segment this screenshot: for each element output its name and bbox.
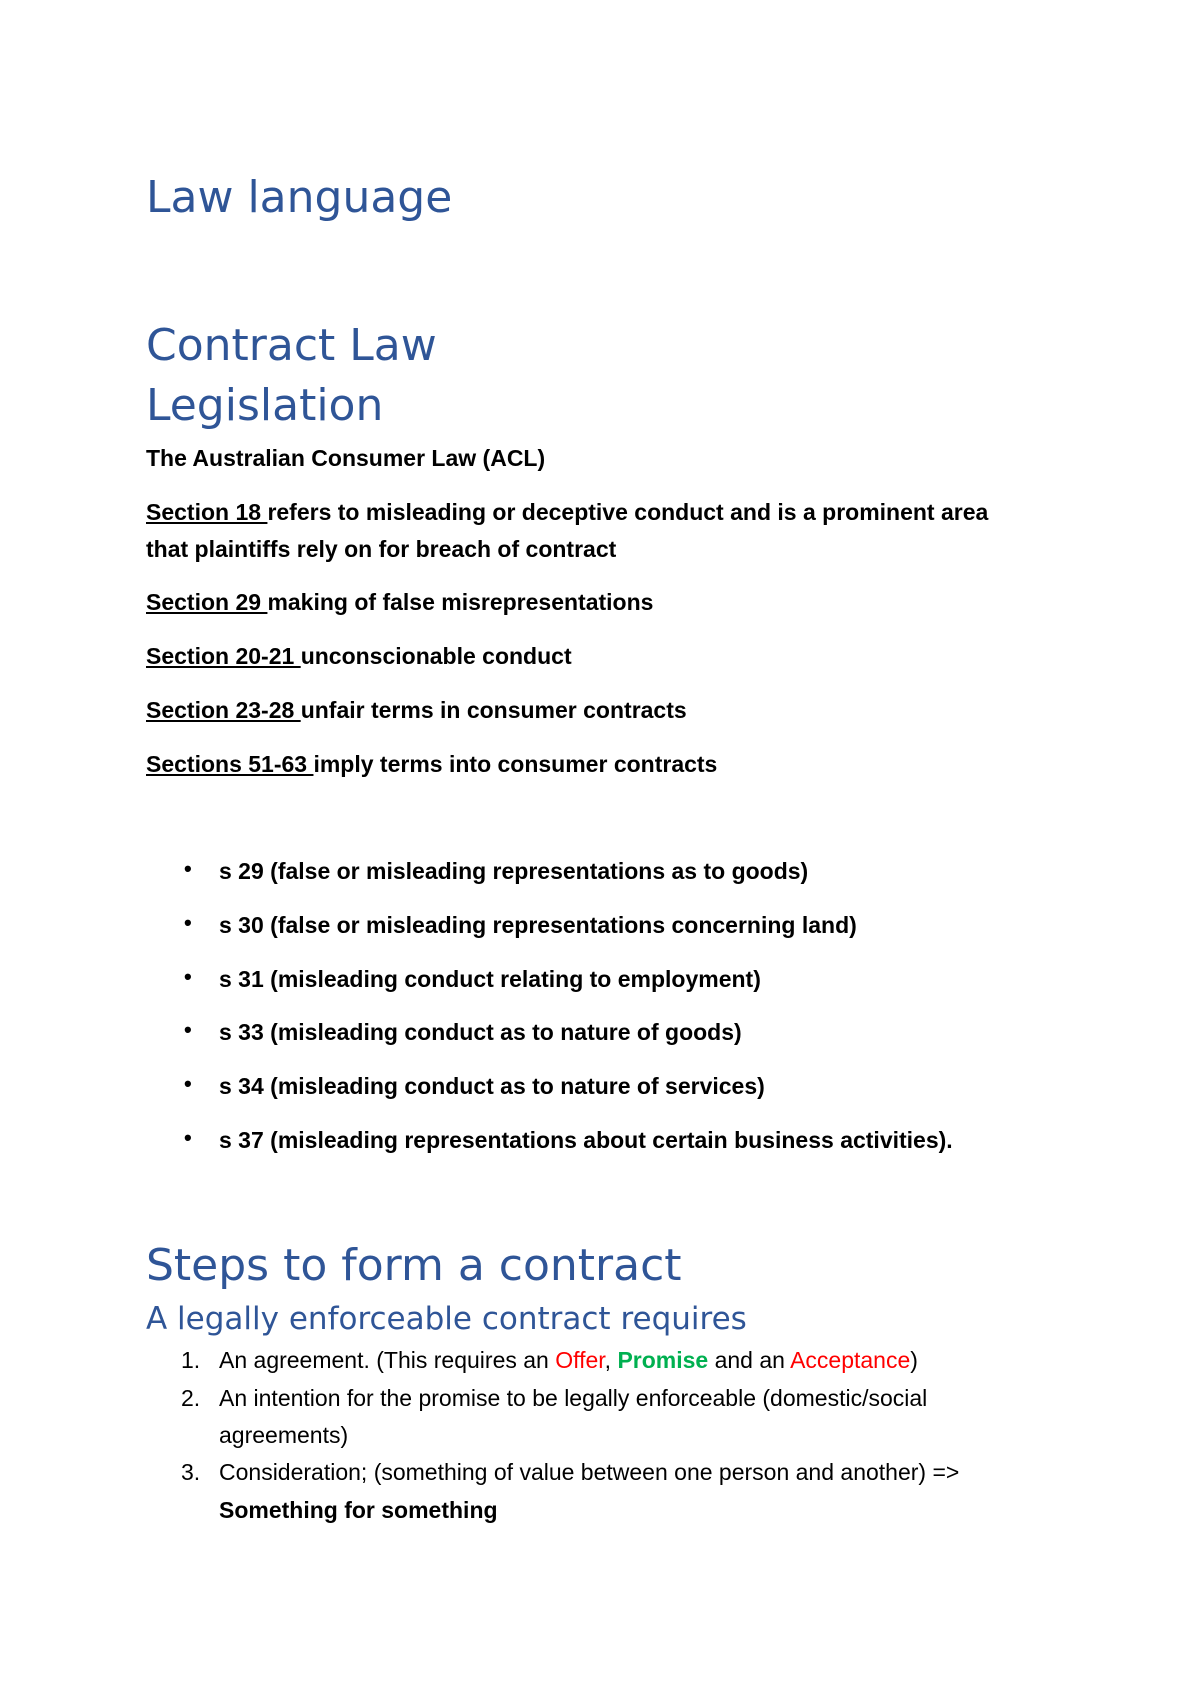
section-ref: Section 23-28 [146, 697, 301, 723]
page-title: Law language [146, 172, 453, 223]
section-ref: Sections 51-63 [146, 751, 314, 777]
section-ref: Section 20-21 [146, 643, 301, 669]
step-text: ) [910, 1347, 918, 1373]
bullet-glyph: • [184, 1017, 192, 1042]
step-text: An agreement. (This requires an [219, 1347, 556, 1373]
section-29-line [146, 591, 653, 614]
sections-51-63-line [146, 753, 717, 776]
list-item: s 29 (false or misleading representations as to goods) [219, 858, 809, 884]
section-18-line [146, 501, 988, 524]
section-20-21-line [146, 645, 572, 668]
list-item: s 33 (misleading conduct as to nature of goods) [219, 1019, 742, 1045]
contract-law-heading: Contract Law [146, 320, 437, 371]
step-consideration: Consideration; (something of value between one person and another) => [219, 1459, 960, 1485]
bullet-glyph: • [184, 964, 192, 989]
steps-heading: Steps to form a contract [146, 1240, 682, 1291]
offer-term: Offer [555, 1347, 605, 1373]
section-ref: Section 18 [146, 499, 268, 525]
legislation-heading: Legislation [146, 380, 384, 431]
bullet-glyph: • [184, 1071, 192, 1096]
section-desc: imply terms into consumer contracts [313, 751, 718, 777]
step-intention-cont: agreements) [219, 1422, 349, 1448]
bullet-glyph: • [184, 910, 192, 935]
list-number: 3. [181, 1459, 201, 1485]
steps-subheading: A legally enforceable contract requires [146, 1301, 747, 1337]
list-item: s 31 (misleading conduct relating to employment) [219, 966, 761, 992]
bullet-glyph: • [184, 1125, 192, 1150]
acl-label: The Australian Consumer Law (ACL) [146, 445, 546, 471]
step-intention: An intention for the promise to be legally enforceable (domestic/social [219, 1385, 928, 1411]
list-item: s 37 (misleading representations about certain business activities). [219, 1127, 953, 1153]
list-number: 1. [181, 1347, 201, 1373]
section-desc: unconscionable conduct [300, 643, 572, 669]
section-18-line-2: that plaintiffs rely on for breach of contract [146, 536, 617, 562]
promise-term: Promise [617, 1347, 709, 1373]
section-23-28-line [146, 699, 687, 722]
list-number: 2. [181, 1385, 201, 1411]
list-item: s 30 (false or misleading representations concerning land) [219, 912, 857, 938]
step-text: , [604, 1347, 618, 1373]
step-consideration-bold: Something for something [219, 1497, 498, 1523]
acceptance-term: Acceptance [790, 1347, 911, 1373]
section-ref: Section 29 [146, 589, 268, 615]
step-text: and an [708, 1347, 791, 1373]
section-desc: refers to misleading or deceptive conduct and is a prominent area [267, 499, 989, 525]
step-agreement [219, 1349, 918, 1372]
bullet-glyph: • [184, 856, 192, 881]
section-desc: unfair terms in consumer contracts [300, 697, 687, 723]
list-item: s 34 (misleading conduct as to nature of services) [219, 1073, 765, 1099]
section-desc: making of false misrepresentations [267, 589, 654, 615]
